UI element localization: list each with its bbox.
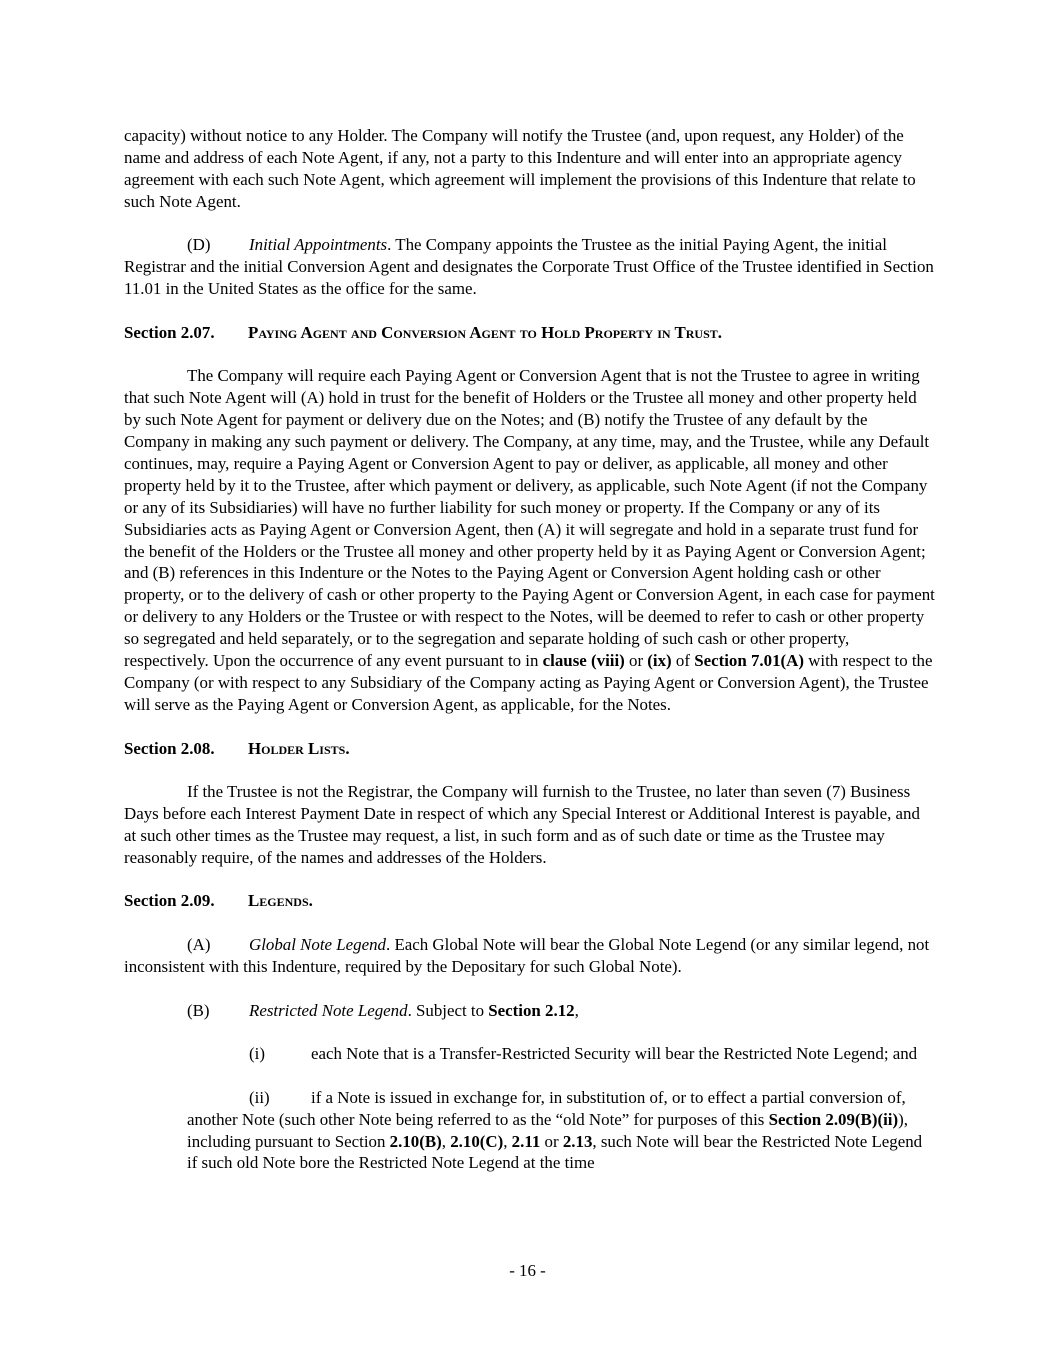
item-i [124,1043,936,1065]
paragraph-b-text: . Subject to [407,1000,489,1020]
paragraph-b-ref: Section 2.12 [488,1000,575,1020]
section-2-07-body-text-1: The Company will require each Paying Agent or Conversion Agent that is not the Trustee to agree in writing that such Note Agent will (A) hold in trust for the benefit of Holders or the Trustee all money and other property held by such Note Agent for payment or delivery due on the Notes; and (B) notify the Trustee of any default by the Company in making any such payment or delivery. The Company, at any time, may, and the Trustee, while any Default continues, may, require a Paying Agent or Conversion Agent to pay or deliver, as applicable, all money and other property held by it to the Trustee, after which payment or delivery, as applicable, such Note Agent (if not the Company or any of its Subsidiaries) will have no further liability for such money or property. If the Company or any of its Subsidiaries acts as Paying Agent or Conversion Agent, then (A) it will segregate and hold in a separate trust fund for the benefit of the Holders or the Trustee all money and other property held by it as Paying Agent or Conversion Agent; and (B) references in this Indenture or the Notes to the Paying Agent or Conversion Agent holding cash or other property, or to the delivery of cash or other property to the Paying Agent or Conversion Agent, in each case for payment or delivery to any Holders or the Trustee or with respect to the Notes, will be deemed to refer to cash or other property so segregated and held separately, or to the segregation and separate holding of such cash or other property, respectively. Upon the occurrence of any event pursuant to in [124,366,935,671]
item-ii-sep-3: or [540,1131,563,1151]
item-ii-ref-2-10c: 2.10(C) [450,1131,504,1151]
section-2-07-number: Section 2.07. [124,322,215,342]
paragraph-a-title: Global Note Legend [249,935,386,954]
paragraph-a-label: (A) [187,935,211,954]
section-2-09-number: Section 2.09. [124,891,215,911]
item-ii-body-1: if a Note is issued in exchange for, in substitution of, or to effect a partial conversion of, another Note (such other Note being referred to as the “old Note” for purposes of this [187,1087,906,1129]
paragraph-d-title: Initial Appointments [249,235,388,255]
item-ii-label: (ii) [249,1087,270,1107]
item-ii-sep-1: , [441,1131,451,1151]
section-2-07-join-1: or [624,651,648,671]
section-2-08-number: Section 2.08. [124,738,215,758]
item-ii-body-3: , such Note will bear the Restricted Note Legend if such old Note bore the Restricted Note Legend at the time [187,1131,923,1173]
item-ii-sep-2: , [503,1131,512,1151]
paragraph-b-title: Restricted Note Legend [249,1000,408,1020]
section-2-07-ref-ix: (ix) [647,651,672,671]
item-ii [124,1087,936,1175]
section-2-09-paragraph-b [124,1000,936,1022]
document-page [124,125,936,1196]
section-2-08-body: If the Trustee is not the Registrar, the Company will furnish to the Trustee, no later than seven (7) Business Days before each Interest Payment Date in respect of which any Special Interest or Additional Interest is payable, and at such other times as the Trustee may request, a list, in such form and as of such date or time as the Trustee may reasonably require, of the names and addresses of the Holders. [124,782,920,867]
section-2-08-heading [124,738,936,760]
paragraph-d-label: (D) [187,235,211,255]
paragraph-a-text: . Each Global Note will bear the Global Note Legend (or any similar legend, not inconsistent with this Indenture, required by the Depositary for such Global Note). [124,935,930,976]
section-2-08-title: Holder Lists. [248,738,350,758]
section-2-09-title: Legends. [248,891,313,911]
item-ii-ref-2-10b: 2.10(B) [389,1131,442,1151]
item-ii-ref-2-13: 2.13 [562,1131,593,1151]
item-ii-ref-2-09bii: Section 2.09(B)(ii) [768,1109,899,1129]
section-2-07-ref-7-01a: Section 7.01(A) [694,651,804,671]
section-2-07-title: Paying Agent and Conversion Agent to Hold Property in Trust. [248,322,723,342]
section-2-07-body-text-2: with respect to the Company (or with respect to any Subsidiary of the Company acting as Paying Agent or Conversion Agent), the Trustee will serve as the Paying Agent or Conversion Agent, as applicable, for the Notes. [124,651,933,714]
section-2-09-paragraph-a [124,934,936,978]
item-i-body: each Note that is a Transfer-Restricted Security will bear the Restricted Note Legend; and [311,1044,918,1064]
paragraph-b-tail: , [574,1000,579,1020]
section-2-07-ref-clause-viii: clause (viii) [542,651,625,671]
item-i-text [187,1043,936,1065]
section-2-07-join-2: of [671,651,695,671]
item-i-label: (i) [249,1044,265,1064]
section-2-09-heading [124,890,936,912]
paragraph-d [124,234,936,300]
page-number: - 16 - [509,1261,546,1280]
paragraph-b-label: (B) [187,1000,210,1020]
section-2-07-heading [124,322,936,344]
intro-paragraph: capacity) without notice to any Holder. The Company will notify the Trustee (and, upon request, any Holder) of the name and address of each Note Agent, if any, not a party to this Indenture and will enter into an appropriate agency agreement with each such Note Agent, which agreement will implement the provisions of this Indenture that relate to such Note Agent. [124,126,916,211]
item-ii-text [187,1087,936,1175]
paragraph-d-text: . The Company appoints the Trustee as the initial Paying Agent, the initial Registrar and the initial Conversion Agent and designates the Corporate Trust Office of the Trustee identified in Section 11.01 in the United States as the office for the same. [124,235,934,299]
item-ii-body-2: ), including pursuant to Section [187,1109,908,1151]
section-2-07-body [124,365,936,716]
item-ii-ref-2-11: 2.11 [511,1131,541,1151]
